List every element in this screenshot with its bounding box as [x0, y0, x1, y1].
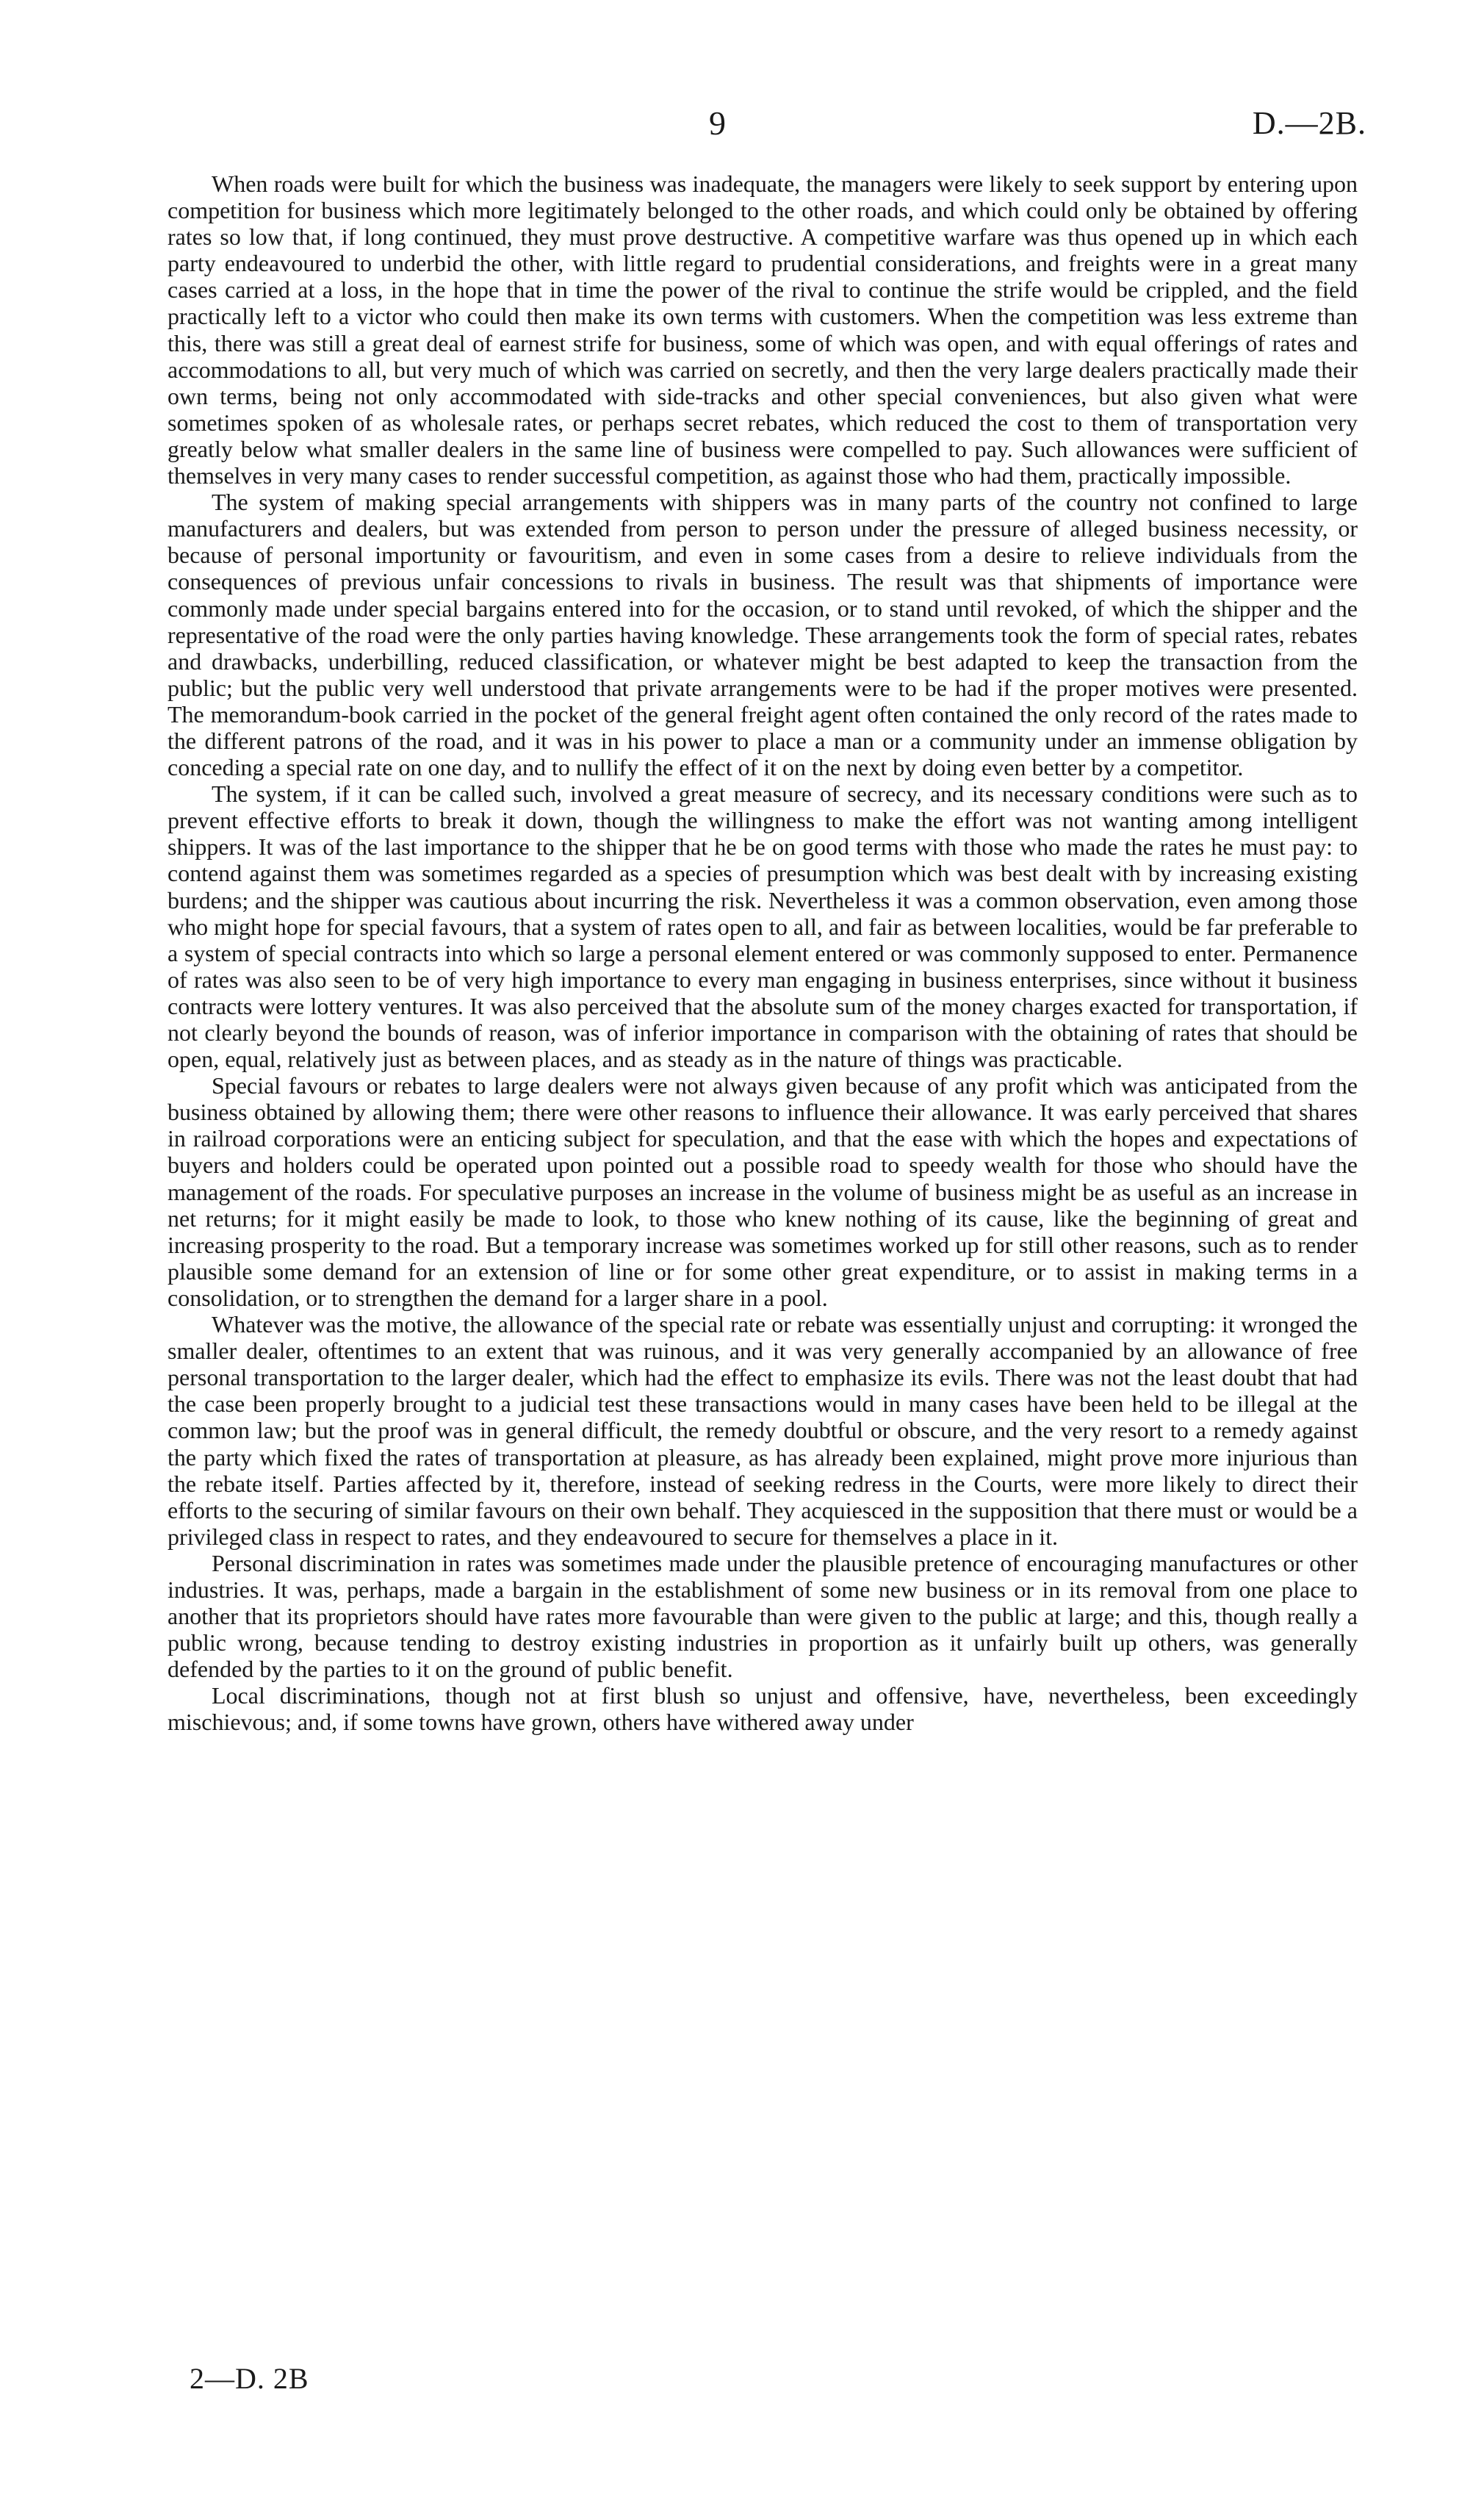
paragraph-5: Whatever was the motive, the allowance of the special rate or rebate was essentially unjust and corrupting: it wronged the smaller dealer, oftentimes to an extent that was ruinous, and it was very generally accompanied by an allowance of free personal transportation to the larger dealer, which had the effect to emphasize its evils. There was not the least doubt that had the case been properly brought to a judicial test these transactions would in many cases have been held to be illegal at the common law; but the proof was in general difficult, the remedy doubtful or obscure, and the very resort to a remedy against the party which fixed the rates of transportation at pleasure, as has already been explained, might prove more injurious than the rebate itself. Parties affected by it, therefore, instead of seeking redress in the Courts, were more likely to direct their efforts to the securing of similar favours on their own behalf. They acquiesced in the supposition that there must or would be a privileged class in respect to rates, and they endeavoured to secure for themselves a place in it.	[168, 1311, 1358, 1550]
paragraph-7: Local discriminations, though not at first blush so unjust and offensive, have, nevertheless, been exceedingly mischievous; and, if some towns have grown, others have withered away under	[168, 1682, 1358, 1736]
paragraph-1: When roads were built for which the business was inadequate, the managers were likely to seek support by entering upon competition for business which more legitimately belonged to the other roads, and which could only be obtained by offering rates so low that, if long continued, they must prove destructive. A competitive warfare was thus opened up in which each party endeavoured to underbid the other, with little regard to prudential considerations, and freights were in a great many cases carried at a loss, in the hope that in time the power of the rival to continue the strife would be crippled, and the field practically left to a victor who could then make its own terms with customers. When the competition was less extreme than this, there was still a great deal of earnest strife for business, some of which was open, and with equal offerings of rates and accommodations to all, but very much of which was carried on secretly, and then the very large dealers practically made their own terms, being not only accommodated with side-tracks and other special conveniences, but also given what were sometimes spoken of as wholesale rates, or perhaps secret rebates, which reduced the cost to them of transportation very greatly below what smaller dealers in the same line of business were compelled to pay. Such allowances were sufficient of themselves in very many cases to render successful competition, as against those who had them, practically impossible.	[168, 170, 1358, 489]
body-text	[168, 170, 1358, 2346]
paragraph-3: The system, if it can be called such, involved a great measure of secrecy, and its necessary conditions were such as to prevent effective efforts to break it down, though the willingness to make the effort was not wanting among intelligent shippers. It was of the last importance to the shipper that he be on good terms with those who made the rates he must pay: to contend against them was sometimes regarded as a species of presumption which was best dealt with by increasing existing burdens; and the shipper was cautious about incurring the risk. Nevertheless it was a common observation, even among those who might hope for special favours, that a system of rates open to all, and fair as between localities, would be far preferable to a system of special contracts into which so large a personal element entered or was commonly supposed to enter. Permanence of rates was also seen to be of very high importance to every man engaging in business enterprises, since without it business contracts were lottery ventures. It was also perceived that the absolute sum of the money charges exacted for transportation, if not clearly beyond the bounds of reason, was of inferior importance in comparison with the obtaining of rates that should be open, equal, relatively just as between places, and as steady as in the nature of things was practicable.	[168, 780, 1358, 1073]
signature-mark: 2—D. 2B	[190, 2362, 309, 2395]
paragraph-6: Personal discrimination in rates was sometimes made under the plausible pretence of encouraging manufactures or other industries. It was, perhaps, made a bargain in the establishment of some new business or in its removal from one place to another that its proprietors should have rates more favourable than were given to the public at large; and this, though really a public wrong, because tending to destroy existing industries in proportion as it unfairly built up others, was generally defended by the parties to it on the ground of public benefit.	[168, 1549, 1358, 1683]
page-header	[0, 101, 1484, 146]
page-number: 9	[709, 104, 726, 142]
paragraph-4: Special favours or rebates to large dealers were not always given because of any profit which was anticipated from the business obtained by allowing them; there were other reasons to influence their allowance. It was early perceived that shares in railroad corporations were an enticing subject for speculation, and that the ease with which the hopes and expectations of buyers and holders could be operated upon pointed out a possible road to speedy wealth for those who should have the management of the roads. For speculative purposes an increase in the volume of business might be as useful as an increase in net returns; for it might easily be made to look, to those who knew nothing of its cause, like the beginning of great and increasing prosperity to the road. But a temporary increase was sometimes worked up for still other reasons, such as to render plausible some demand for an extension of line or for some other great expenditure, or to assist in making terms in a consolidation, or to strengthen the demand for a larger share in a pool.	[168, 1072, 1358, 1311]
paragraph-2: The system of making special arrangements with shippers was in many parts of the country not confined to large manufacturers and dealers, but was extended from person to person under the pressure of alleged business necessity, or because of personal importunity or favouritism, and even in some cases from a desire to relieve individuals from the consequences of previous unfair concessions to rivals in business. The result was that shipments of importance were commonly made under special bargains entered into for the occasion, or to stand until revoked, of which the shipper and the representative of the road were the only parties having knowledge. These arrangements took the form of special rates, rebates and drawbacks, underbilling, reduced classification, or whatever might be best adapted to keep the transaction from the public; but the public very well understood that private arrangements were to be had if the proper motives were presented. The memorandum-book carried in the pocket of the general freight agent often contained the only record of the rates made to the different patrons of the road, and it was in his power to place a man or a community under an immense obligation by conceding a special rate on one day, and to nullify the effect of it on the next by doing even better by a competitor.	[168, 489, 1358, 781]
document-reference: D.—2B.	[1252, 105, 1366, 141]
